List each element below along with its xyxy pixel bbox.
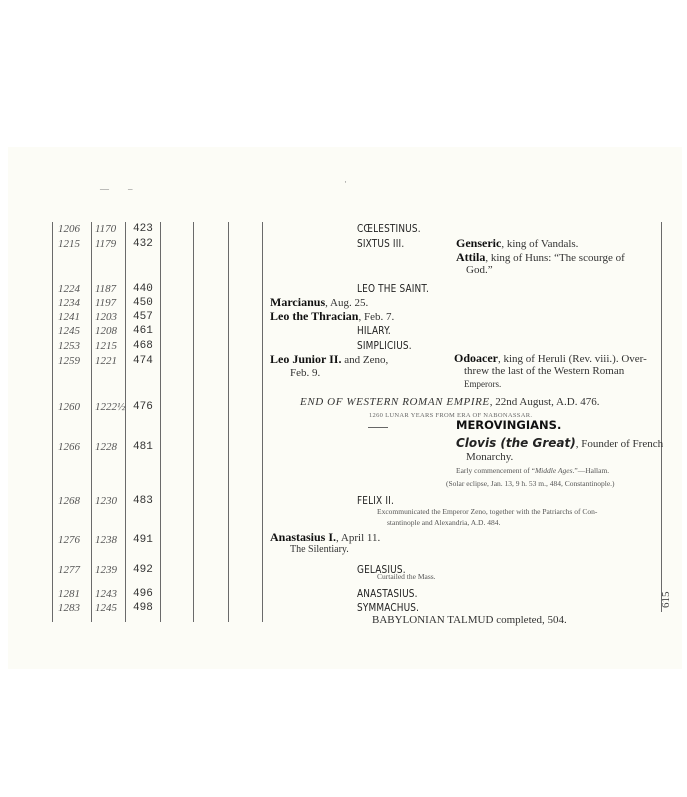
emperor-leo-junior-date: Feb. 9.: [290, 367, 321, 379]
felix-note-line2: stantinople and Alexandria, A.D. 484.: [387, 518, 501, 527]
emperor-name: Anastasius I.: [270, 530, 337, 544]
year-era-b: 1215: [95, 340, 117, 352]
year-ad: 498: [133, 602, 153, 614]
year-ad: 496: [133, 588, 153, 600]
year-ad: 481: [133, 441, 153, 453]
year-era-a: 1266: [58, 441, 80, 453]
year-era-b: 1208: [95, 325, 117, 337]
felix-note-line1: Excommunicated the Emperor Zeno, together with the Patriarchs of Con-: [377, 507, 598, 516]
pope-name: SIMPLICIUS.: [357, 340, 412, 352]
year-era-b: 1203: [95, 311, 117, 323]
year-era-b: 1230: [95, 495, 117, 507]
short-rule: [368, 427, 388, 428]
column-rule-4: [160, 222, 161, 622]
event-name: Genseric: [456, 236, 502, 250]
year-era-b: 1222½: [95, 401, 126, 413]
column-rule-1: [52, 222, 53, 622]
gelasius-note: Curtailed the Mass.: [377, 572, 436, 581]
year-ad: 461: [133, 325, 153, 337]
event-name: Odoacer: [454, 351, 498, 365]
year-ad: 468: [133, 340, 153, 352]
year-ad: 492: [133, 564, 153, 576]
header-mark-2: –: [128, 184, 133, 194]
event-genseric: [456, 237, 578, 250]
middle-ages-post: .”—Hallam.: [572, 466, 610, 475]
lunar-years-note: 1260 LUNAR YEARS FROM ERA OF NABONASSAR.: [369, 412, 533, 419]
emperor-name: Leo Junior II.: [270, 352, 342, 366]
year-era-a: 1259: [58, 355, 80, 367]
end-empire-title: END OF WESTERN ROMAN EMPIRE: [300, 396, 490, 408]
emperor-marcianus: [270, 296, 368, 309]
event-line1: , king of Huns: “The scourge of: [485, 252, 625, 264]
year-era-b: 1221: [95, 355, 117, 367]
event-name: Attila: [456, 250, 486, 264]
year-era-b: 1228: [95, 441, 117, 453]
year-era-b: 1243: [95, 588, 117, 600]
pope-name: GELASIUS.: [357, 564, 406, 576]
year-era-a: 1215: [58, 238, 80, 250]
year-era-a: 1260: [58, 401, 80, 413]
year-era-a: 1268: [58, 495, 80, 507]
year-era-a: 1276: [58, 534, 80, 546]
emperor-date: , Aug. 25.: [325, 297, 369, 309]
year-era-a: 1277: [58, 564, 80, 576]
emperor-leo-junior: [270, 353, 388, 366]
year-ad: 474: [133, 355, 153, 367]
year-era-a: 1241: [58, 311, 80, 323]
event-rest: , king of Vandals.: [501, 238, 579, 250]
year-era-b: 1245: [95, 602, 117, 614]
emperor-rest: and Zeno,: [341, 354, 389, 366]
clovis-name: Clovis (the Great): [456, 436, 576, 450]
header-mark-3: ·: [344, 177, 347, 187]
clovis-line1: , Founder of French: [575, 438, 664, 450]
merovingians-heading: MEROVINGIANS.: [456, 418, 562, 432]
end-western-empire: [300, 397, 599, 408]
year-era-b: 1179: [95, 238, 117, 250]
event-attila: [456, 251, 625, 264]
year-era-a: 1245: [58, 325, 80, 337]
event-attila-line2: God.”: [466, 264, 493, 276]
pope-name: ANASTASIUS.: [357, 588, 418, 600]
middle-ages-note: [456, 467, 609, 475]
year-era-b: 1239: [95, 564, 117, 576]
middle-ages-pre: Early commencement of “: [456, 466, 535, 475]
event-odoacer: [454, 352, 647, 365]
year-era-a: 1234: [58, 297, 80, 309]
year-ad: 491: [133, 534, 153, 546]
column-rule-8: [661, 222, 662, 612]
year-ad: 457: [133, 311, 153, 323]
year-ad: 483: [133, 495, 153, 507]
year-era-a: 1283: [58, 602, 80, 614]
emperor-date: , Feb. 7.: [358, 311, 395, 323]
column-rule-7: [262, 222, 263, 622]
year-era-a: 1206: [58, 223, 80, 235]
year-ad: 440: [133, 283, 153, 295]
year-ad: 432: [133, 238, 153, 250]
year-era-b: 1187: [95, 283, 117, 295]
year-ad: 476: [133, 401, 153, 413]
emperor-anastasius-epithet: The Silentiary.: [290, 544, 349, 555]
pope-name: FELIX II.: [357, 495, 394, 507]
pope-name: SYMMACHUS.: [357, 602, 420, 614]
year-era-b: 1197: [95, 297, 117, 309]
page-number: 615: [660, 591, 672, 608]
pope-name: CŒLESTINUS.: [357, 223, 421, 235]
column-rule-2: [91, 222, 92, 622]
emperor-name: Marcianus: [270, 295, 326, 309]
pope-name: LEO THE SAINT.: [357, 283, 429, 295]
event-clovis-line2: Monarchy.: [466, 451, 514, 463]
middle-ages-title: Middle Ages: [534, 466, 573, 475]
year-ad: 450: [133, 297, 153, 309]
event-clovis: [456, 437, 663, 450]
pope-name: SIXTUS III.: [357, 238, 405, 250]
column-rule-5: [193, 222, 194, 622]
event-odoacer-line2: threw the last of the Western Roman: [464, 365, 625, 377]
year-era-b: 1170: [95, 223, 117, 235]
event-line1: , king of Heruli (Rev. viii.). Over-: [498, 353, 647, 365]
year-era-a: 1281: [58, 588, 80, 600]
end-empire-date: , 22nd August, A.D. 476.: [489, 396, 600, 408]
emperor-leo-thracian: [270, 310, 394, 323]
year-era-a: 1253: [58, 340, 80, 352]
emperor-date: , April 11.: [336, 532, 381, 544]
year-ad: 423: [133, 223, 153, 235]
pope-name: HILARY.: [357, 325, 391, 337]
column-rule-3: [125, 222, 126, 622]
solar-eclipse-note: (Solar eclipse, Jan. 13, 9 h. 53 m., 484, Constantinople.): [446, 479, 615, 488]
emperor-name: Leo the Thracian: [270, 309, 359, 323]
year-era-b: 1238: [95, 534, 117, 546]
year-era-a: 1224: [58, 283, 80, 295]
emperor-anastasius: [270, 531, 380, 544]
header-mark-1: —: [100, 184, 109, 194]
event-odoacer-line3: Emperors.: [464, 379, 502, 389]
column-rule-6: [228, 222, 229, 622]
talmud-note: BABYLONIAN TALMUD completed, 504.: [372, 614, 567, 626]
